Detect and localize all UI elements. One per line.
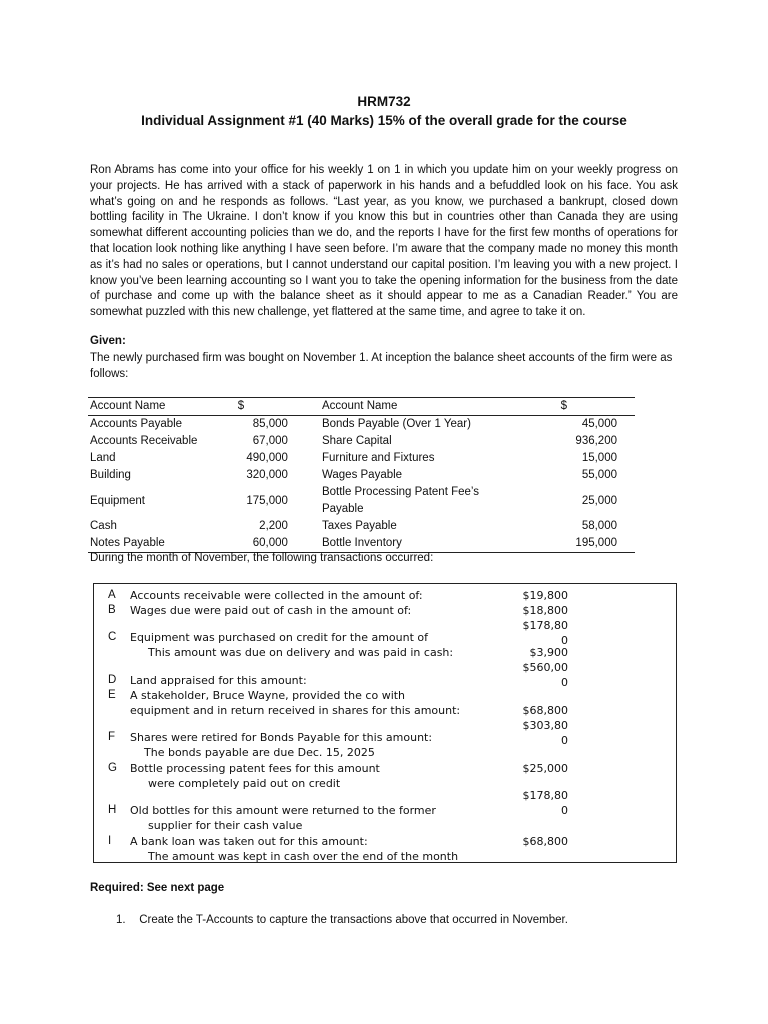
- transaction-amount: [512, 761, 568, 776]
- transaction-letter: A: [108, 589, 116, 601]
- cell-amount-right: 45,000: [581, 418, 617, 430]
- transaction-letter: B: [108, 604, 116, 616]
- transactions-intro: During the month of November, the following transactions occurred:: [90, 552, 434, 564]
- cell-amount-right: 55,000: [581, 469, 617, 481]
- cell-amount-right: 936,200: [575, 435, 617, 447]
- cell-amount-right: 25,000: [581, 494, 617, 507]
- transaction-line: A bank loan was taken out for this amount:: [130, 835, 368, 848]
- amount-line: 0: [561, 634, 568, 647]
- transaction-amount: [512, 834, 568, 849]
- cell-account-right: Wages Payable: [321, 469, 403, 481]
- transaction-letter: D: [108, 674, 117, 686]
- transactions-box: [93, 583, 677, 863]
- table-row: [88, 518, 635, 535]
- required-item: [116, 914, 568, 926]
- transaction-amount: [512, 603, 568, 648]
- amount-line: $560,00: [522, 661, 568, 674]
- transaction-description: [130, 673, 490, 688]
- required-item-number: 1.: [116, 914, 126, 926]
- cell-account-right: Bonds Payable (Over 1 Year): [321, 418, 471, 430]
- transaction-line: The bonds payable are due Dec. 15, 2025: [144, 746, 375, 759]
- transaction-letter: I: [108, 835, 112, 847]
- transaction-description: [130, 730, 490, 760]
- amount-line: $178,80: [522, 789, 568, 802]
- cell-account-left: Equipment: [90, 494, 145, 507]
- transaction-amount: [512, 645, 568, 690]
- col-header-account-left: Account Name: [90, 400, 166, 412]
- transaction-description: [130, 803, 490, 833]
- transaction-letter: G: [108, 762, 117, 774]
- cell-account-right: Share Capital: [321, 435, 392, 447]
- cell-amount-left: 67,000: [252, 435, 288, 447]
- cell-account-left: Notes Payable: [90, 537, 165, 549]
- cell-account-left: Building: [90, 469, 131, 481]
- cell-amount-left: 60,000: [252, 537, 288, 549]
- col-header-account-right: Account Name: [321, 400, 398, 412]
- course-code: HRM732: [357, 94, 411, 109]
- col-header-amount-left: $: [237, 400, 245, 412]
- transaction-description: [130, 834, 490, 864]
- amount-line: $3,900: [529, 646, 568, 659]
- amount-line: $19,800: [522, 589, 568, 602]
- col-header-amount-right: $: [560, 400, 567, 412]
- cell-amount-left: 175,000: [246, 494, 288, 507]
- amount-line: $18,800: [522, 604, 568, 617]
- transaction-line: Accounts receivable were collected in the amount of:: [130, 589, 423, 602]
- amount-line: 0: [561, 734, 568, 747]
- amount-line: $68,800: [522, 835, 568, 848]
- transaction-amount: [512, 588, 568, 603]
- table-row: [88, 433, 635, 450]
- transaction-letter: E: [108, 689, 116, 701]
- table-header-row: [88, 398, 635, 416]
- required-heading: Required: See next page: [90, 882, 225, 894]
- transaction-letter: F: [108, 731, 116, 743]
- transaction-description: [130, 688, 490, 718]
- transaction-amount: [512, 788, 568, 818]
- transaction-description: [130, 588, 490, 603]
- table-row: [88, 535, 635, 553]
- given-text: The newly purchased firm was bought on November 1. At inception the balance sheet accounts of the firm were as follows:: [90, 352, 673, 380]
- table-row: [88, 450, 635, 467]
- cell-account-left: Land: [90, 452, 116, 464]
- transaction-line: supplier for their cash value: [148, 819, 303, 832]
- transaction-letter: C: [108, 631, 117, 643]
- cell-amount-left: 2,200: [259, 520, 288, 532]
- amount-line: $303,80: [522, 719, 568, 732]
- transaction-line: This amount was due on delivery and was paid in cash:: [148, 646, 454, 659]
- amount-line: $178,80: [522, 619, 568, 632]
- transaction-line: Land appraised for this amount:: [130, 674, 307, 687]
- transaction-letter: H: [108, 804, 117, 816]
- transaction-amount: [512, 703, 568, 748]
- cell-amount-right: 195,000: [575, 537, 617, 549]
- table-row: [88, 416, 635, 434]
- cell-amount-right: 15,000: [581, 452, 617, 464]
- transaction-line: A stakeholder, Bruce Wayne, provided the co with: [130, 689, 406, 702]
- transaction-line: The amount was kept in cash over the end of the month: [148, 850, 459, 863]
- cell-amount-left: 85,000: [252, 418, 288, 430]
- given-heading: Given:: [90, 335, 126, 347]
- cell-account-right: Bottle Processing Patent Fee’s Payable: [321, 486, 479, 515]
- table-row: [88, 484, 635, 518]
- transaction-line: Bottle processing patent fees for this amount: [130, 762, 380, 775]
- assignment-title: Individual Assignment #1 (40 Marks) 15% of the overall grade for the course: [141, 113, 627, 128]
- transaction-description: [130, 761, 490, 791]
- cell-account-right: Bottle Inventory: [321, 537, 402, 549]
- transaction-description: [130, 603, 490, 618]
- table-row: [88, 467, 635, 484]
- opening-balance-table: [88, 397, 635, 553]
- cell-account-left: Accounts Payable: [90, 418, 183, 430]
- transaction-description: [130, 630, 490, 660]
- cell-account-left: Cash: [90, 520, 117, 532]
- cell-amount-right: 58,000: [581, 520, 617, 532]
- transaction-line: Shares were retired for Bonds Payable for this amount:: [130, 731, 433, 744]
- cell-amount-left: 320,000: [246, 469, 288, 481]
- intro-paragraph: Ron Abrams has come into your office for his weekly 1 on 1 in which you update him on your weekly progress on your projects. He has arrived with a stack of paperwork in his hands and a befuddled look on his face. You ask what’s going on and he responds as follows. “Last year, as you know, we purchased a bankrupt, closed down bottling facility in The Ukraine. I don’t know if you know this but in countries other than Canada they are using somewhat different accounting policies than we do, and the reports I have for the first few months of operations for that location look nothing like anything I have seen before. I’m aware that the company made no money this month as it’s had no sales or operations, but I cannot understand our capital position. I’m leaving you with a new project. I know you’ve been learning accounting so I want you to take the opening information for the business from the date of purchase and come up with the balance sheet as it should appear to me as a Canadian Reader.” You are somewhat puzzled with this new challenge, yet flattered at the same time, and agree to take it on.: [90, 164, 678, 319]
- cell-account-right: Furniture and Fixtures: [321, 452, 435, 464]
- required-item-text: Create the T-Accounts to capture the transactions above that occurred in November.: [139, 914, 568, 926]
- cell-account-left: Accounts Receivable: [90, 435, 198, 447]
- cell-amount-left: 490,000: [246, 452, 288, 464]
- amount-line: $68,800: [522, 704, 568, 717]
- cell-account-right: Taxes Payable: [321, 520, 397, 532]
- transaction-line: equipment and in return received in shares for this amount:: [130, 704, 461, 717]
- amount-line: 0: [561, 804, 568, 817]
- transaction-line: Old bottles for this amount were returned to the former: [130, 804, 436, 817]
- transaction-line: Wages due were paid out of cash in the amount of:: [130, 604, 412, 617]
- transaction-line: were completely paid out on credit: [148, 777, 341, 790]
- amount-line: 0: [561, 676, 568, 689]
- transaction-line: Equipment was purchased on credit for the amount of: [130, 631, 428, 644]
- amount-line: $25,000: [522, 762, 568, 775]
